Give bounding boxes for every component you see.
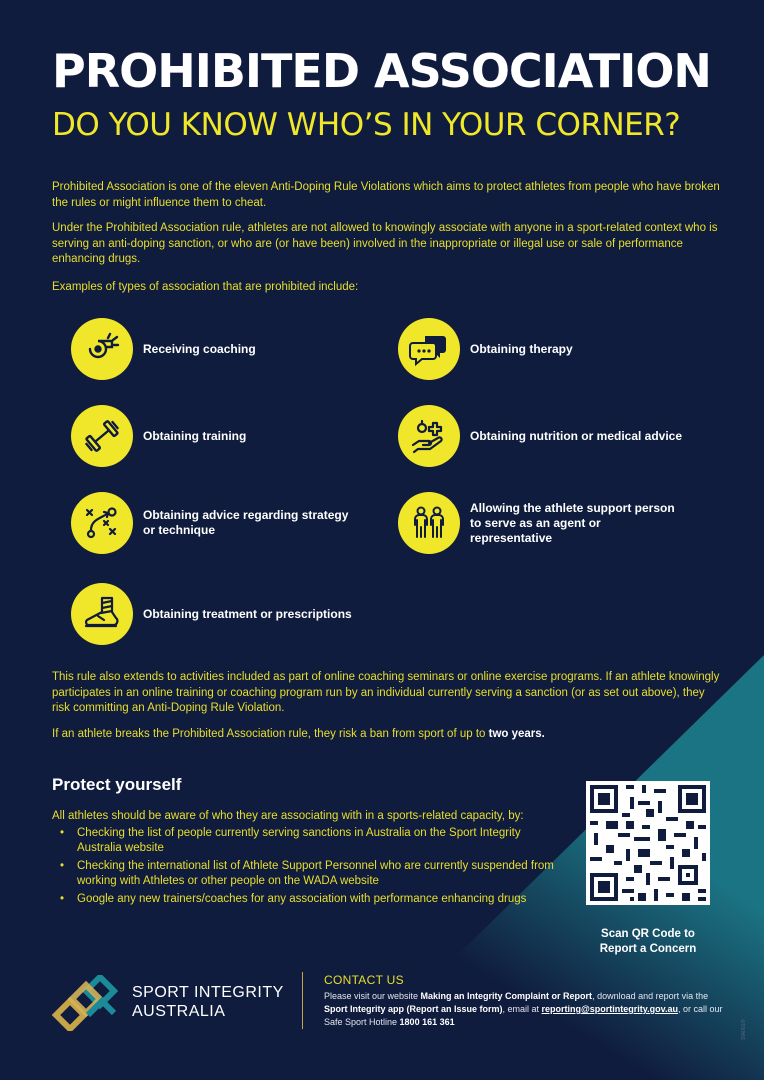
example-item-training	[71, 405, 358, 467]
protect-title: Protect yourself	[52, 775, 182, 794]
bandaged-foot-icon	[71, 583, 133, 645]
page-subtitle: DO YOU KNOW WHO’S IN YOUR CORNER?	[52, 107, 681, 143]
dumbbell-icon	[71, 405, 133, 467]
example-label: Obtaining training	[143, 428, 247, 443]
qr-caption-line: Report a Concern	[599, 943, 697, 955]
qr-caption-line: Scan QR Code to	[601, 928, 695, 940]
intro-paragraph-1: Prohibited Association is one of the eleven Anti-Doping Rule Violations which aims to protect athletes from people who have broken the rules or might influence them to cheat.	[52, 181, 720, 209]
example-label: Obtaining advice regarding strategy or technique	[143, 508, 349, 537]
qr-caption	[580, 927, 716, 957]
example-item-strategy	[71, 492, 358, 554]
hand-medical-icon	[398, 405, 460, 467]
logo-line: AUSTRALIA	[132, 1003, 226, 1020]
contact-title: CONTACT US	[324, 973, 404, 987]
logo-line: SPORT INTEGRITY	[132, 984, 284, 1001]
example-label: Allowing the athlete support person to serve as an agent or representative	[470, 500, 675, 545]
qr-code[interactable]	[586, 781, 710, 905]
contact-text: , email at	[502, 1004, 542, 1014]
page-title: PROHIBITED ASSOCIATION	[52, 44, 711, 98]
protect-list	[60, 826, 560, 910]
extension-paragraph-1: This rule also extends to activities included as part of online coaching seminars or online exercise programs. If an athlete knowingly participates in an online training or coaching program run by an individual currently serving a sanction (or as set out above), they risk committing an Anti-Doping Rule Violation.	[52, 671, 720, 714]
list-item: • Checking the list of people currently serving sanctions in Australia on the Sport Integrity Australia website	[60, 826, 560, 856]
example-item-nutrition	[398, 405, 685, 467]
example-label: Receiving coaching	[143, 341, 256, 356]
people-icon	[398, 492, 460, 554]
contact-text: Please visit our website	[324, 991, 421, 1001]
document-code: SIA001/0	[741, 1019, 747, 1040]
sport-integrity-logo-icon	[52, 975, 120, 1031]
list-item: • Checking the international list of Athlete Support Personnel who are currently suspended from working with Athletes or other people on the WADA website	[60, 859, 560, 889]
example-item-coaching	[71, 318, 358, 380]
contact-text: , download and report via the	[592, 991, 709, 1001]
contact-text: , or call our Safe Sport Hotline	[324, 1004, 723, 1027]
whistle-icon	[71, 318, 133, 380]
logo-wordmark	[132, 983, 284, 1021]
extension-text: If an athlete breaks the Prohibited Association rule, they risk a ban from sport of up to	[52, 728, 489, 740]
intro-paragraph-2: Under the Prohibited Association rule, athletes are not allowed to knowingly associate with anyone in a sport-related context who is serving an anti-doping sanction, or who are (or have been) involved in the inappropriate or illegal use or sale of performance enhancing drugs.	[52, 222, 718, 265]
footer-divider	[302, 972, 303, 1029]
two-years-highlight: two years.	[488, 728, 545, 740]
chat-bubbles-icon	[398, 318, 460, 380]
contact-body	[324, 990, 724, 1029]
example-item-therapy	[398, 318, 685, 380]
app-link[interactable]: Sport Integrity app (Report an Issue form)	[324, 1004, 503, 1014]
example-label: Obtaining therapy	[470, 341, 573, 356]
list-item: • Google any new trainers/coaches for any association with performance enhancing drugs	[60, 892, 560, 907]
intro-paragraph-3: Examples of types of association that are prohibited include:	[52, 281, 359, 293]
strategy-play-icon	[71, 492, 133, 554]
email-link[interactable]: reporting@sportintegrity.gov.au	[541, 1004, 678, 1014]
extension-paragraph-2	[52, 727, 720, 743]
example-item-treatment	[71, 583, 358, 645]
example-label: Obtaining nutrition or medical advice	[470, 428, 683, 443]
example-label: Obtaining treatment or prescriptions	[143, 606, 352, 621]
protect-lead: All athletes should be aware of who they are associating with in a sports-related capacity, by:	[52, 810, 524, 822]
hotline-number[interactable]: 1800 161 361	[399, 1017, 455, 1027]
example-item-agent	[398, 492, 685, 554]
complaint-link[interactable]: Making an Integrity Complaint or Report	[420, 991, 593, 1001]
